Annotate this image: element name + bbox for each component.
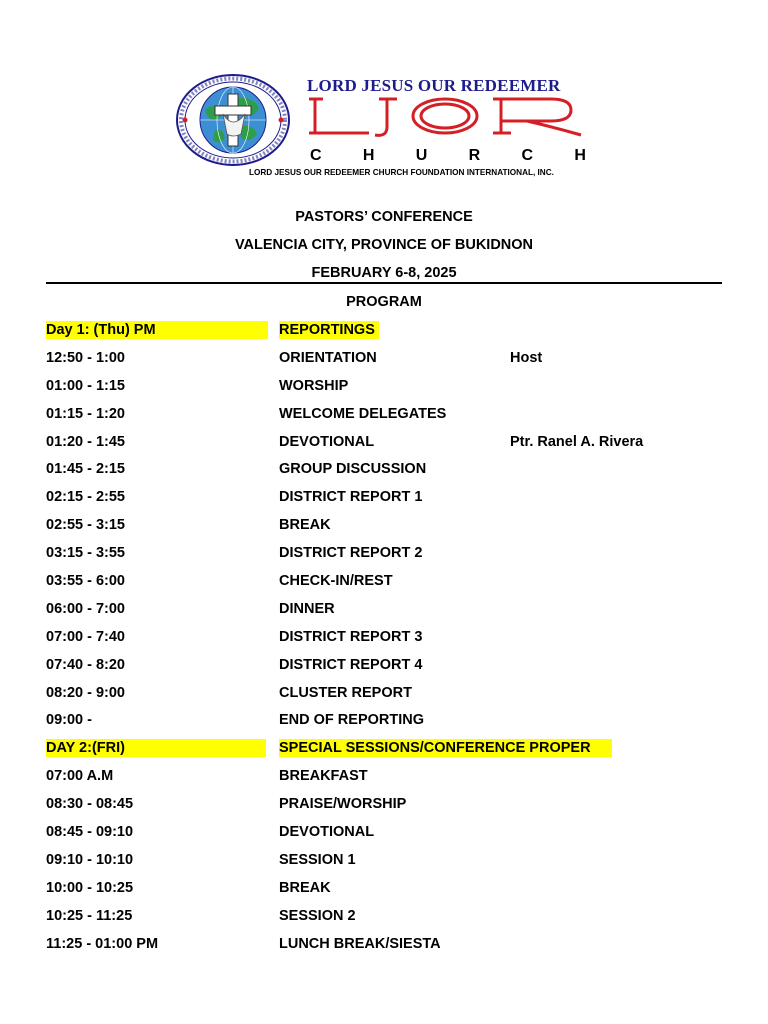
row-activity: WORSHIP: [279, 377, 349, 394]
row-time: 11:25 - 01:00 PM: [46, 935, 159, 952]
schedule-row: [46, 902, 726, 930]
row-time: 09:10 - 10:10: [46, 851, 134, 868]
row-activity: BREAK: [279, 879, 331, 896]
row-activity: LUNCH BREAK/SIESTA: [279, 935, 441, 952]
row-activity: ORIENTATION: [279, 349, 377, 366]
row-activity: PRAISE/WORSHIP: [279, 796, 407, 813]
schedule-row: [46, 567, 726, 595]
day2-header-row: [46, 734, 726, 762]
row-time: 07:00 - 7:40: [46, 628, 125, 645]
row-activity: DEVOTIONAL: [279, 433, 375, 450]
schedule-row: [46, 511, 726, 539]
schedule-row: [46, 790, 726, 818]
row-time: 01:00 - 1:15: [46, 377, 125, 394]
church-word: [310, 147, 586, 165]
day1-header-row: [46, 316, 726, 344]
row-time: 03:55 - 6:00: [46, 573, 125, 590]
schedule-row: [46, 651, 726, 679]
row-time: 01:20 - 1:45: [46, 433, 125, 450]
day2-label: DAY 2:(FRI): [46, 739, 266, 757]
church-letter: H: [362, 147, 375, 164]
row-activity: SESSION 1: [279, 851, 356, 868]
conference-title: PASTORS’ CONFERENCE: [295, 209, 473, 225]
row-activity: CHECK-IN/REST: [279, 573, 393, 590]
row-activity: END OF REPORTING: [279, 712, 425, 729]
row-time: 10:00 - 10:25: [46, 879, 134, 896]
row-time: 07:40 - 8:20: [46, 656, 125, 673]
schedule-row: [46, 539, 726, 567]
row-activity: BREAKFAST: [279, 768, 368, 785]
church-letter: C: [310, 147, 322, 164]
conference-date: FEBRUARY 6-8, 2025: [311, 265, 457, 281]
schedule-row: [46, 428, 726, 456]
row-activity: DISTRICT REPORT 2: [279, 545, 423, 562]
schedule-row: [46, 706, 726, 734]
row-activity: DINNER: [279, 600, 335, 617]
day1-title: REPORTINGS: [279, 321, 379, 339]
schedule-row: [46, 818, 726, 846]
day1-label: Day 1: (Thu) PM: [46, 321, 268, 339]
row-time: 12:50 - 1:00: [46, 349, 125, 366]
schedule-row: [46, 483, 726, 511]
ljor-brand-logo: [305, 93, 590, 141]
org-title: LORD JESUS OUR REDEEMER: [307, 76, 561, 95]
row-time: 01:45 - 2:15: [46, 461, 125, 478]
row-activity: GROUP DISCUSSION: [279, 461, 427, 478]
row-time: 07:00 A.M: [46, 768, 114, 785]
church-letter: U: [415, 147, 428, 164]
schedule-row: [46, 679, 726, 707]
program-heading: PROGRAM: [346, 294, 422, 310]
row-time: 08:45 - 09:10: [46, 824, 134, 841]
row-time: 10:25 - 11:25: [46, 907, 133, 924]
schedule-row: [46, 762, 726, 790]
day2-title: SPECIAL SESSIONS/CONFERENCE PROPER: [279, 739, 612, 757]
row-time: 02:15 - 2:55: [46, 489, 125, 506]
foundation-name: LORD JESUS OUR REDEEMER CHURCH FOUNDATION INTERNATIONAL, INC.: [249, 168, 554, 177]
schedule-row: [46, 595, 726, 623]
row-time: 01:15 - 1:20: [46, 405, 125, 422]
schedule-row: [46, 372, 726, 400]
church-letter: C: [521, 147, 534, 164]
row-time: 06:00 - 7:00: [46, 600, 125, 617]
row-time: 08:30 - 08:45: [46, 796, 134, 813]
church-letter: R: [468, 147, 481, 164]
row-time: 09:00 -: [46, 712, 92, 729]
row-time: 02:55 - 3:15: [46, 517, 125, 534]
row-activity: BREAK: [279, 517, 331, 534]
row-activity: DISTRICT REPORT 3: [279, 628, 423, 645]
row-activity: DISTRICT REPORT 1: [279, 489, 423, 506]
church-seal-icon: [175, 74, 297, 166]
church-letter: H: [574, 147, 586, 164]
row-activity: DISTRICT REPORT 4: [279, 656, 423, 673]
schedule-row: [46, 623, 726, 651]
row-activity: SESSION 2: [279, 907, 356, 924]
row-time: 08:20 - 9:00: [46, 684, 125, 701]
row-note: Ptr. Ranel A. Rivera: [510, 433, 644, 450]
conference-location: VALENCIA CITY, PROVINCE OF BUKIDNON: [234, 237, 534, 253]
schedule-row: [46, 846, 726, 874]
row-activity: WELCOME DELEGATES: [279, 405, 447, 422]
schedule-row: [46, 344, 726, 372]
row-activity: DEVOTIONAL: [279, 824, 375, 841]
row-activity: CLUSTER REPORT: [279, 684, 412, 701]
schedule-row: [46, 455, 726, 483]
schedule-row: [46, 874, 726, 902]
schedule-row: [46, 930, 726, 958]
row-note: Host: [510, 349, 543, 366]
program-schedule: [46, 316, 726, 957]
row-time: 03:15 - 3:55: [46, 545, 125, 562]
heading-divider: [46, 282, 722, 284]
schedule-row: [46, 400, 726, 428]
brand-letters: LJOR: [305, 93, 308, 94]
